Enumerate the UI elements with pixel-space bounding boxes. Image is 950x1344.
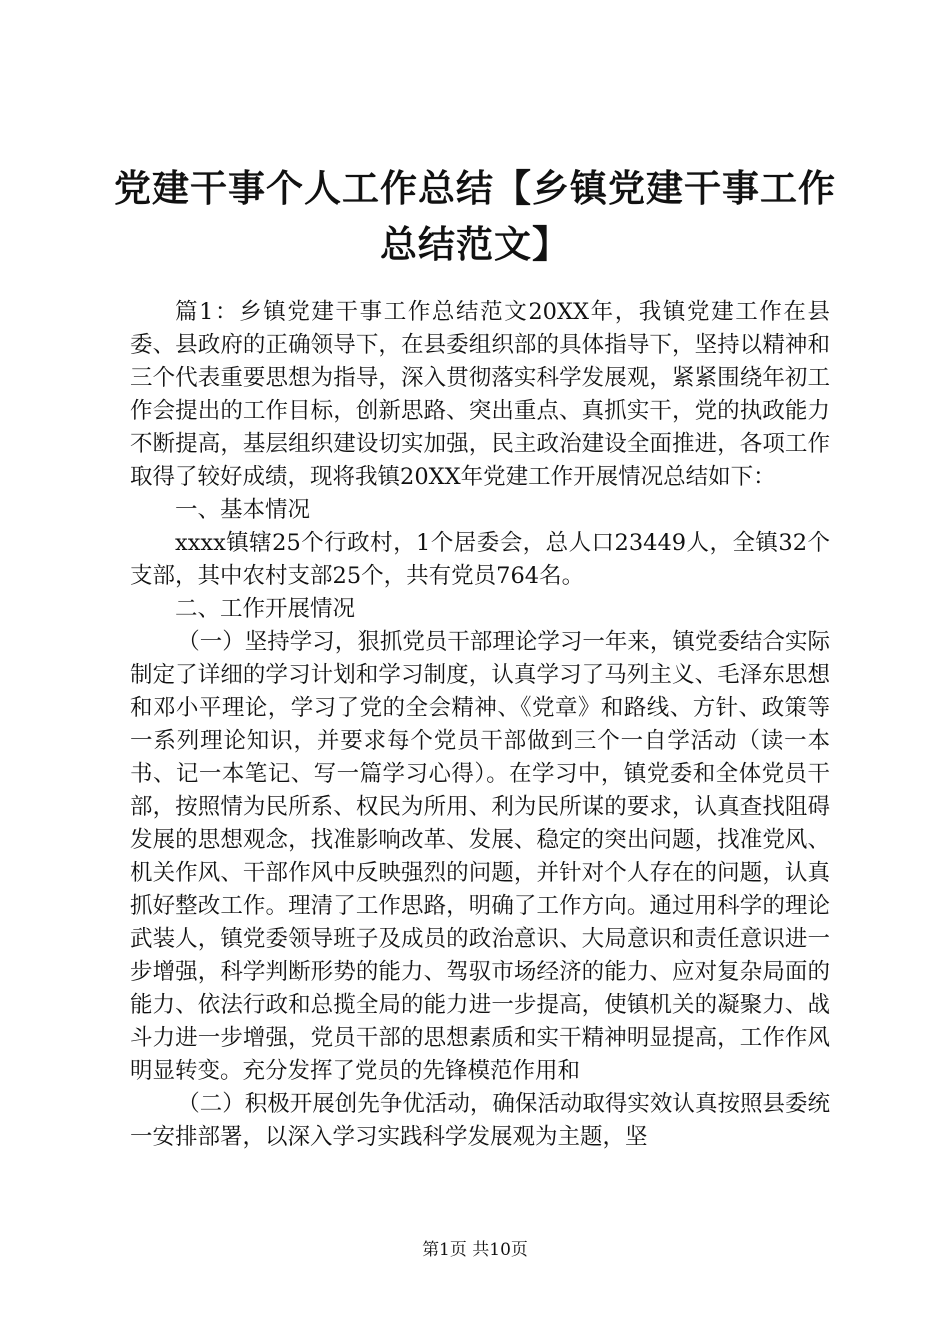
heading-basic-situation: 一、基本情况 [175,497,311,523]
paragraph-intro: 篇1：乡镇党建干事工作总结范文20XX年，我镇党建工作在县委、县政府的正确领导下，在县委组织部的具体指导下，坚持以精神和三个代表重要思想为指导，深入贯彻落实科学发展观，紧紧围绕年初工作会提出的工作目标，创新思路、突出重点、真抓实干，党的执政能力不断提高，基层组织建设切实加强，民主政治建设全面推进，各项工作取得了较好成绩，现将我镇20XX年党建工作开展情况总结如下： [130,299,830,490]
paragraph-activities: （二）积极开展创先争优活动，确保活动取得实效认真按照县委统一安排部署，以深入学习实践科学发展观为主题，坚 [130,1091,830,1150]
paragraph-basic-situation: xxxx镇辖25个行政村，1个居委会，总人口23449人，全镇32个支部，其中农村支部25个，共有党员764名。 [130,530,830,589]
document-title: 党建干事个人工作总结【乡镇党建干事工作总结范文】 [114,166,836,266]
document-body [130,296,830,1154]
paragraph-study: （一）坚持学习，狠抓党员干部理论学习一年来，镇党委结合实际制定了详细的学习计划和学习制度，认真学习了马列主义、毛泽东思想和邓小平理论，学习了党的全会精神、《党章》和路线、方针、政策等一系列理论知识，并要求每个党员干部做到三个一自学活动（读一本书、记一本笔记、写一篇学习心得）。在学习中，镇党委和全体党员干部，按照情为民所系、权民为所用、利为民所谋的要求，认真查找阻碍发展的思想观念，找准影响改革、发展、稳定的突出问题，找准党风、机关作风、干部作风中反映强烈的问题，并针对个人存在的问题，认真抓好整改工作。理清了工作思路，明确了工作方向。通过用科学的理论武装人，镇党委领导班子及成员的政治意识、大局意识和责任意识进一步增强，科学判断形势的能力、驾驭市场经济的能力、应对复杂局面的能力、依法行政和总揽全局的能力进一步提高，使镇机关的凝聚力、战斗力进一步增强，党员干部的思想素质和实干精神明显提高，工作作风明显转变。充分发挥了党员的先锋模范作用和 [130,629,830,1084]
heading-work-progress: 二、工作开展情况 [175,596,356,622]
page-number-footer: 第1页 共10页 [422,1240,528,1260]
